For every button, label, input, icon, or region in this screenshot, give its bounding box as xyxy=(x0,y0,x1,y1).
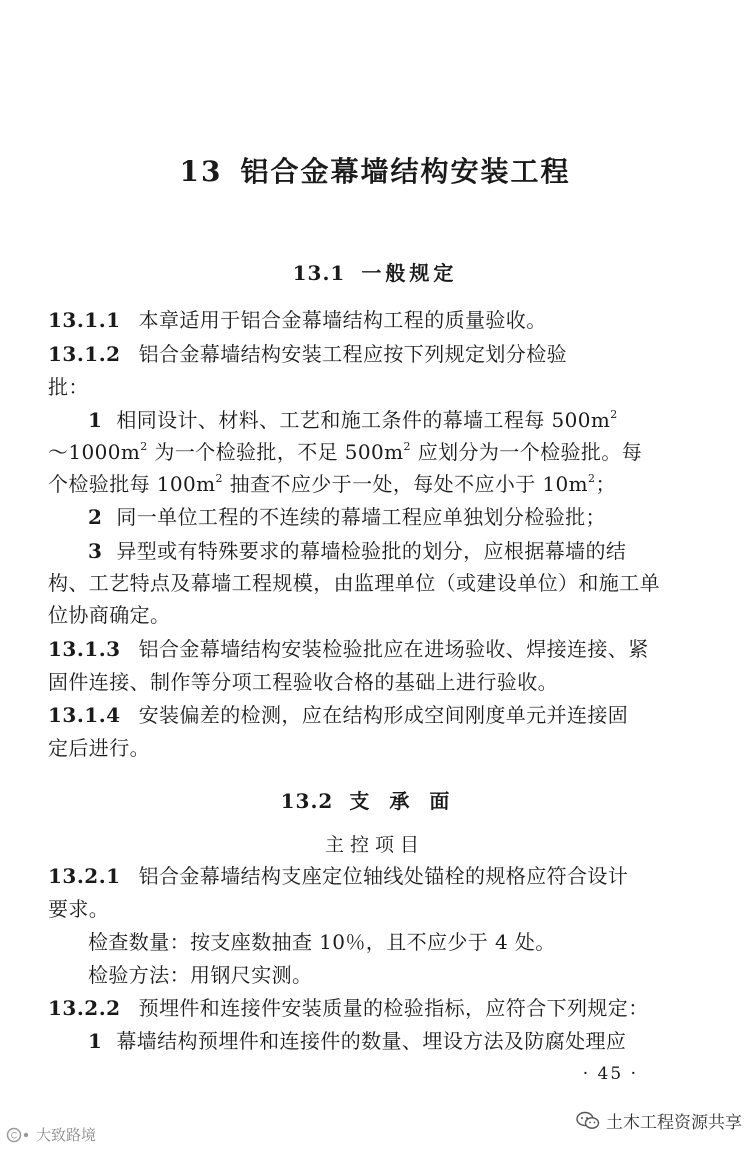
clause-number: 13.1.2 xyxy=(48,342,121,366)
clause-number: 13.1.1 xyxy=(48,308,121,332)
copyright-icon xyxy=(6,1127,32,1143)
clause-13-2-2: 13.2.2 预埋件和连接件安装质量的检验指标，应符合下列规定： xyxy=(48,996,649,1020)
clause-text: 铝合金幕墙结构安装工程应按下列规定划分检验 xyxy=(138,342,567,366)
clause-text: 批： xyxy=(48,375,89,399)
clause-number: 13.2.2 xyxy=(48,996,121,1020)
clause-13-1-3: 13.1.3 铝合金幕墙结构安装检验批应在进场验收、焊接连接、紧 xyxy=(48,637,649,661)
subsection-title: 主控项目 xyxy=(324,834,425,856)
section-number: 13.1 xyxy=(292,261,346,285)
item-13-2-2-1: 1 幕墙结构预埋件和连接件的数量、埋设方法及防腐处理应 xyxy=(88,1029,627,1053)
clause-13-1-2 xyxy=(48,342,678,366)
section-title-13-2 xyxy=(0,785,750,814)
section-title-text: 一般规定 xyxy=(361,261,458,285)
item-number: 3 xyxy=(88,539,103,563)
item-1-line-3: 个检验批每 $100m^2$ 抽查不应少于一处，每处不应小于 $10m^2$； xyxy=(48,472,616,496)
clause-number: 13.2.1 xyxy=(48,864,121,888)
page-number: · 45 · xyxy=(582,1064,638,1084)
svg-text:C: C xyxy=(10,1130,18,1140)
chapter-number: 13 xyxy=(179,155,223,188)
item-number: 1 xyxy=(88,408,103,432)
item-number: 2 xyxy=(88,505,103,529)
clause-13-2-1: 13.2.1 铝合金幕墙结构支座定位轴线处锚栓的规格应符合设计 xyxy=(48,864,629,888)
clause-13-2-1-cont: 要求。 xyxy=(48,897,110,921)
clause-text: 本章适用于铝合金幕墙结构工程的质量验收。 xyxy=(138,308,547,332)
clause-number: 13.1.4 xyxy=(48,703,121,727)
item-number: 1 xyxy=(88,1029,103,1053)
item-1-line-1: 1 相同设计、材料、工艺和施工条件的幕墙工程每 $500m^2$ xyxy=(88,408,618,432)
item-3-line-1: 3 异型或有特殊要求的幕墙检验批的划分，应根据幕墙的结 xyxy=(88,539,627,563)
wechat-icon xyxy=(576,1111,600,1131)
item-3-line-3: 位协商确定。 xyxy=(48,603,171,627)
clause-13-1-2-cont xyxy=(48,375,678,399)
watermark-right xyxy=(576,1108,742,1133)
clause-13-1-1 xyxy=(48,308,678,332)
watermark-right-text: 土木工程资源共享 xyxy=(606,1113,742,1132)
clause-13-1-4-cont: 定后进行。 xyxy=(48,736,150,760)
item-2: 2 同一单位工程的不连续的幕墙工程应单独划分检验批； xyxy=(88,505,606,529)
item-1-line-2: $\sim 1000m^2$ 为一个检验批，不足 $500m^2$ 应划分为一个检验批。每 xyxy=(48,440,643,464)
watermark-left xyxy=(6,1124,96,1145)
chapter-title xyxy=(0,150,750,190)
watermark-left-text: 大致路境 xyxy=(36,1127,97,1144)
clause-13-1-3-cont: 固件连接、制作等分项工程验收合格的基础上进行验收。 xyxy=(48,670,558,694)
clause-13-1-4: 13.1.4 安装偏差的检测，应在结构形成空间刚度单元并连接固 xyxy=(48,703,629,727)
section-title-13-1 xyxy=(0,257,750,286)
inspection-method: 检验方法：用钢尺实测。 xyxy=(88,963,313,987)
clause-number: 13.1.3 xyxy=(48,637,121,661)
inspection-quantity: 检查数量：按支座数抽查 10％，且不应少于 4 处。 xyxy=(88,930,556,954)
section-title-text: 支承面 xyxy=(349,789,470,813)
chapter-title-text: 铝合金幕墙结构安装工程 xyxy=(240,155,571,188)
section-number: 13.2 xyxy=(280,789,334,813)
item-3-line-2: 构、工艺特点及幕墙工程规模，由监理单位（或建设单位）和施工单 xyxy=(48,571,660,595)
